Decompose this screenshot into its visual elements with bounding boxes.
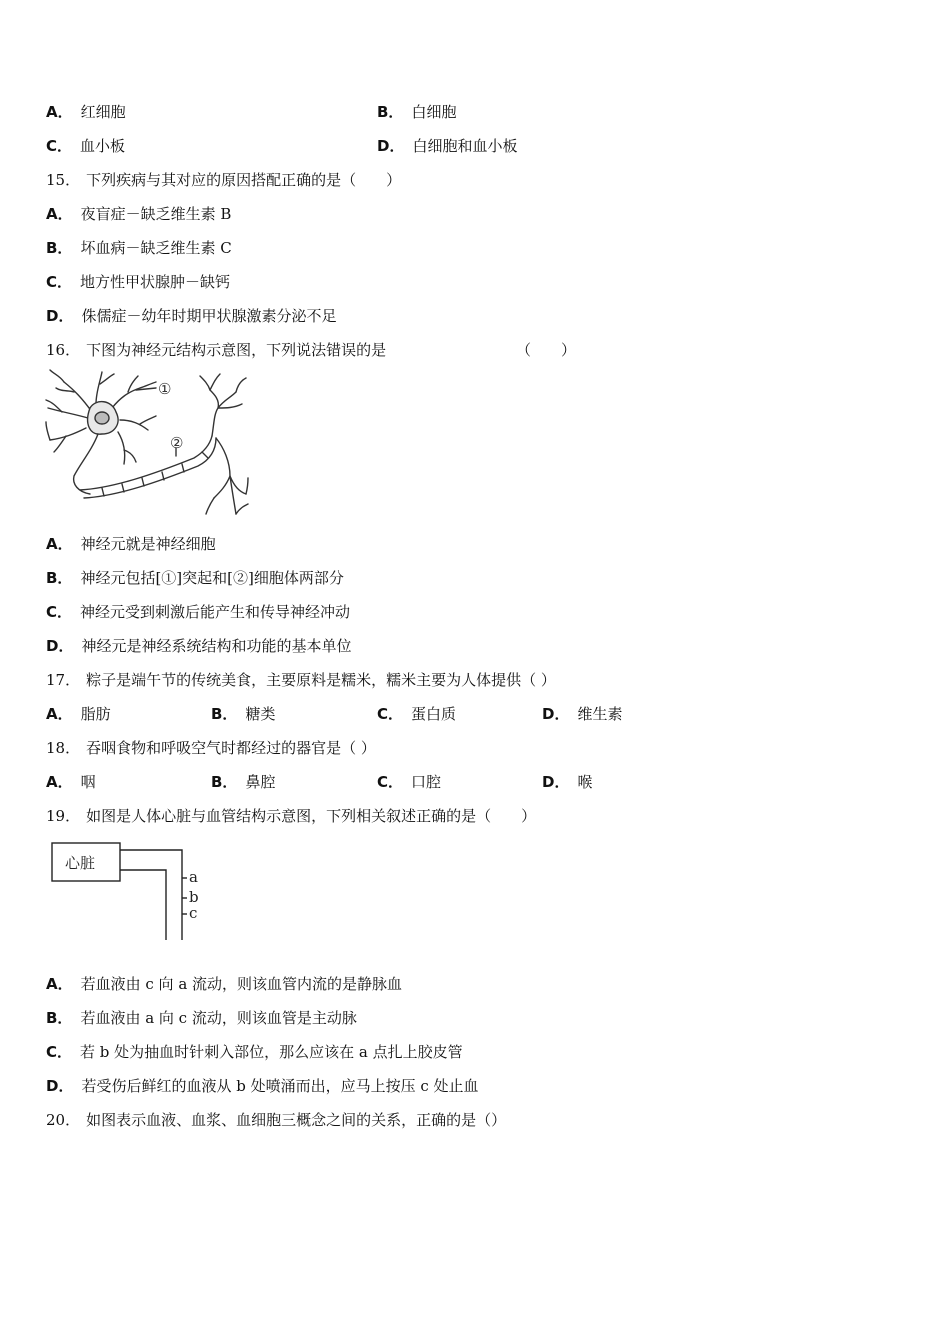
vessel-outer-wall	[120, 850, 182, 940]
neuron-nucleus	[95, 412, 109, 424]
q16-option-d: D． 神经元是神经系统结构和功能的基本单位	[46, 637, 352, 655]
neuron-label-1: ①	[158, 380, 172, 398]
q19-option-d: D． 若受伤后鲜红的血液从 b 处喷涌而出，应马上按压 c 处止血	[46, 1077, 479, 1095]
vessel-label-a: a	[189, 868, 198, 886]
q15-stem: 15． 下列疾病与其对应的原因搭配正确的是（ ）	[46, 171, 402, 189]
q19-option-a: A． 若血液由 c 向 a 流动，则该血管内流的是静脉血	[46, 975, 403, 993]
neuron-axon	[84, 438, 216, 498]
neuron-axon-terminal	[212, 408, 218, 436]
vessel-label-b: b	[189, 888, 199, 906]
neuron-dendrite	[140, 416, 156, 424]
q18-stem: 18． 吞咽食物和呼吸空气时都经过的器官是（ ）	[46, 739, 376, 757]
q14-option-d: D． 白细胞和血小板	[377, 137, 518, 155]
q17-option-c: C． 蛋白质	[377, 705, 457, 723]
q16-option-a: A． 神经元就是神经细胞	[46, 535, 216, 553]
q18-option-a: A． 咽	[46, 773, 96, 791]
q18-option-b: B． 鼻腔	[211, 773, 276, 791]
q17-option-d: D． 维生素	[542, 705, 623, 723]
q20-stem: 20． 如图表示血液、血浆、血细胞三概念之间的关系，正确的是（）	[46, 1111, 507, 1129]
neuron-dendrite	[118, 432, 125, 464]
neuron-dendrite	[140, 382, 156, 388]
neuron-axon-terminal	[216, 438, 230, 476]
neuron-axon-hillock	[74, 434, 98, 494]
q17-option-b: B． 糖类	[211, 705, 276, 723]
neuron-label-2: ②	[170, 434, 184, 452]
vessel-label-c: c	[189, 904, 198, 922]
q19-option-b: B． 若血液由 a 向 c 流动，则该血管是主动脉	[46, 1009, 357, 1027]
neuron-dendrite	[124, 450, 136, 462]
neuron-dendrite	[96, 372, 102, 404]
q19-stem: 19． 如图是人体心脏与血管结构示意图，下列相关叙述正确的是（ ）	[46, 807, 537, 825]
heart-label: 心脏	[65, 854, 96, 872]
neuron-dendrite	[64, 382, 92, 412]
q15-option-d: D． 侏儒症－幼年时期甲状腺激素分泌不足	[46, 307, 337, 325]
neuron-diagram	[44, 368, 250, 520]
q15-option-c: C． 地方性甲状腺肿－缺钙	[46, 273, 231, 291]
neuron-axon	[80, 436, 212, 490]
q15-option-a: A． 夜盲症－缺乏维生素 B	[46, 205, 232, 223]
q17-option-a: A． 脂肪	[46, 705, 111, 723]
q14-option-c: C． 血小板	[46, 137, 126, 155]
neuron-dendrite	[100, 374, 114, 384]
neuron-dendrite	[50, 428, 86, 440]
neuron-dendrite	[112, 388, 140, 408]
neuron-dendrite	[50, 370, 64, 382]
q18-option-c: C． 口腔	[377, 773, 442, 791]
vessel-inner-wall	[120, 870, 166, 940]
q18-option-d: D． 喉	[542, 773, 593, 791]
neuron-dendrite	[46, 422, 50, 440]
q19-option-c: C． 若 b 处为抽血时针刺入部位，那么应该在 a 点扎上胶皮管	[46, 1043, 463, 1061]
neuron-dendrite	[48, 408, 88, 418]
q16-answer-paren: （ ）	[516, 341, 577, 359]
heart-vessel-diagram	[48, 840, 218, 944]
q14-option-b: B． 白细胞	[377, 103, 457, 121]
q16-option-c: C． 神经元受到刺激后能产生和传导神经冲动	[46, 603, 351, 621]
q16-stem: 16． 下图为神经元结构示意图，下列说法错误的是	[46, 341, 387, 359]
q14-option-a: A． 红细胞	[46, 103, 126, 121]
q17-stem: 17． 粽子是端午节的传统美食，主要原料是糯米，糯米主要为人体提供（ ）	[46, 671, 556, 689]
q15-option-b: B． 坏血病－缺乏维生素 C	[46, 239, 232, 257]
q16-option-b: B． 神经元包括[①]突起和[②]细胞体两部分	[46, 569, 344, 587]
